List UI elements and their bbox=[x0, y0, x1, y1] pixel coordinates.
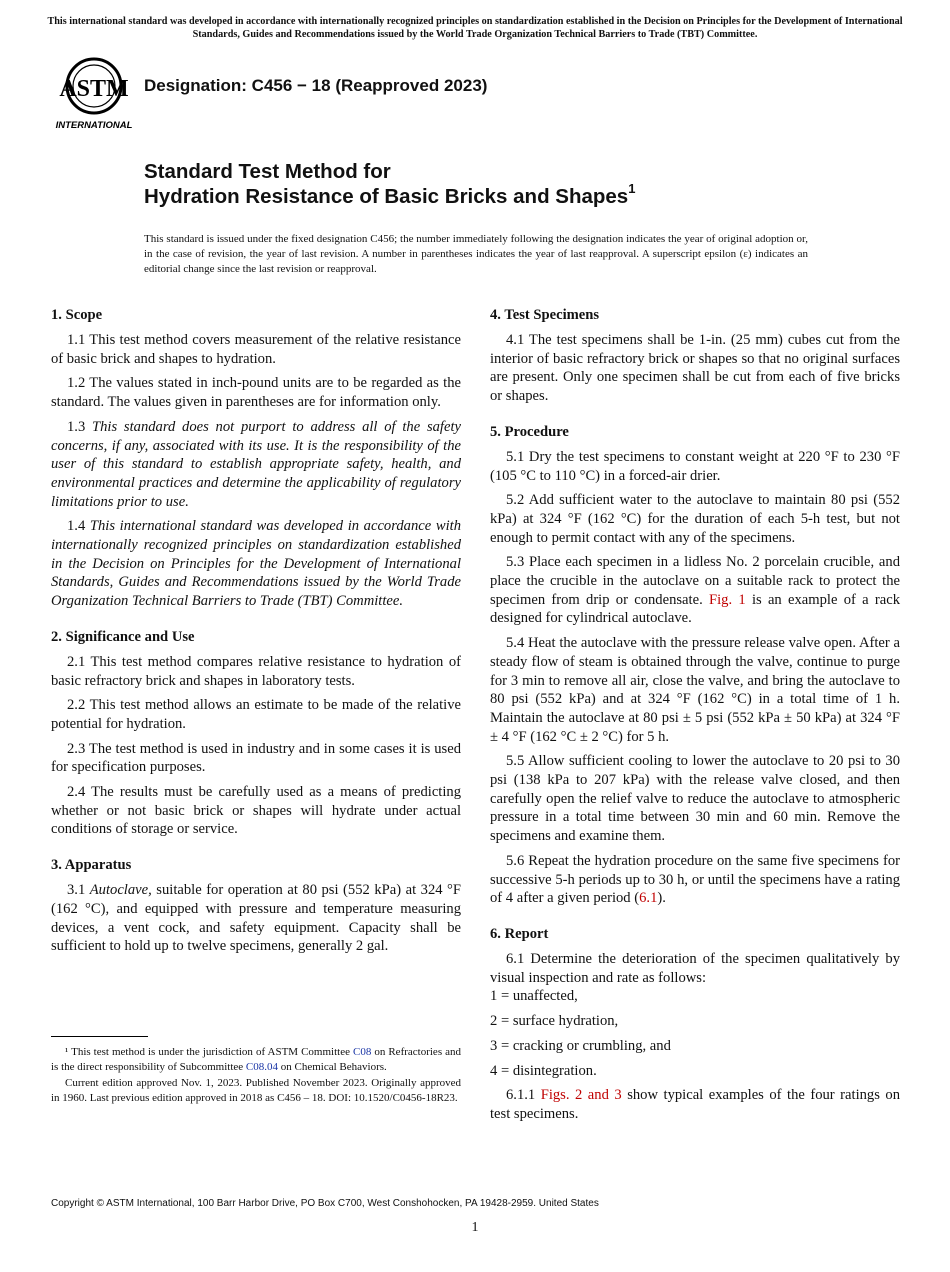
footnote-2: Current edition approved Nov. 1, 2023. Published November 2023. Originally approved in 1960. Last previous edition approved in 2018 as C456 – 18. DOI: 10.1520/C0456-18R23. bbox=[51, 1077, 461, 1104]
title-line-2 bbox=[144, 183, 635, 209]
para-6-1-1-text: show typical examples of the four ratings on test specimens. bbox=[490, 1087, 900, 1122]
copyright: Copyright © ASTM International, 100 Barr Harbor Drive, PO Box C700, West Conshohocken, PA 19428-2959. United States bbox=[51, 1198, 599, 1209]
para-6-1: 6.1 Determine the deterioration of the specimen qualitatively by visual inspection and rate as follows: bbox=[490, 950, 900, 986]
right-column bbox=[490, 306, 900, 1141]
para-1-4 bbox=[51, 517, 461, 611]
rating-item: 1 = unaffected, bbox=[490, 988, 578, 1005]
scope-heading: 1. Scope bbox=[51, 307, 103, 323]
report-heading: 6. Report bbox=[490, 925, 549, 942]
para-3-1-num: 3.1 bbox=[67, 882, 90, 899]
para-1-3 bbox=[51, 418, 461, 512]
title-text: Hydration Resistance of Basic Bricks and Shapes bbox=[144, 184, 629, 208]
para-6-1-1-num: 6.1.1 bbox=[506, 1087, 541, 1104]
para-5-4: 5.4 Heat the autoclave with the pressure release valve open. After a steady flow of steam is obtained through the valve, continue to purge for 3 min to remove all air, close the valve, and bring the autoclave to 80 psi (552 kPa) and at 324 °F (162 °C) in a total time of 1 h. Maintain the autoclave at 80 psi ± 5 psi (552 kPa ± 50 kPa) at 324 °F ± 4 °F (162 °C ± 2 °C) for 5 h. bbox=[490, 635, 900, 745]
title-footnote-mark[interactable]: 1 bbox=[628, 181, 636, 196]
para-6-1-1 bbox=[490, 1086, 900, 1123]
para-1-3-text: This standard does not purport to address all of the safety concerns, if any, associated with its use. It is the responsibility of the user of this standard to establish appropriate safety, health, and environmental practices and determine the applicability of regulatory limitations prior to use. bbox=[51, 418, 461, 510]
section-apparatus bbox=[51, 856, 461, 956]
para-1-4-text: This international standard was developed in accordance with internationally recognized principles on standardization established in the Decision on Principles for the Development of International Standards, Guides and Recommendations issued by the World Trade Organization Technical Barriers to Trade (TBT) Committee. bbox=[51, 518, 462, 610]
apparatus-heading: 3. Apparatus bbox=[51, 857, 132, 874]
section-specimens bbox=[490, 306, 900, 406]
para-5-6-b: ). bbox=[657, 890, 666, 907]
section-6-1-link[interactable]: 6.1 bbox=[639, 890, 658, 907]
top-notice: This international standard was developed in accordance with internationally recognized principles on standardization established in the Decision on Principles for the Development of International Standards, Guides and Recommendations issued by the World Trade Organization Technical Barriers to Trade (TBT) Committee. bbox=[47, 16, 903, 40]
footnotes bbox=[51, 1045, 461, 1107]
subcommittee-c08-04-link[interactable]: C08.04 bbox=[245, 1060, 279, 1073]
para-5-5: 5.5 Allow sufficient cooling to lower the autoclave to 20 psi to 30 psi (138 kPa to 207 kPa) with the release valve closed, and then carefully open the relief valve to reduce the autoclave to atmospheric pressure in a total time between 30 min and 60 min. Remove the specimens and examine them. bbox=[490, 753, 900, 845]
para-1-2: 1.2 The values stated in inch-pound units are to be regarded as the standard. The values given in parentheses are for information only. bbox=[51, 375, 461, 411]
section-report bbox=[490, 925, 900, 1124]
footnote-1-a: ¹ This test method is under the jurisdiction of ASTM Committee bbox=[65, 1046, 353, 1058]
footnote-1-b: on Refractories and is the direct responsibility of Subcommittee bbox=[51, 1046, 461, 1073]
footnote-divider bbox=[51, 1036, 148, 1037]
para-5-6-a: 5.6 Repeat the hydration procedure on the same five specimens for successive 5-h periods up to 30 h, or until the specimens have a rating of 4 after a given period ( bbox=[490, 852, 900, 907]
para-1-4-num: 1.4 bbox=[67, 518, 90, 535]
procedure-heading: 5. Procedure bbox=[490, 423, 569, 440]
footnote-1-c: on Chemical Behaviors. bbox=[278, 1060, 387, 1073]
para-5-6 bbox=[490, 852, 900, 908]
issuance-note: This standard is issued under the fixed designation C456; the number immediately following the designation indicates the year of original adoption or, in the case of revision, the year of last revision. A number in parentheses indicates the year of last reapproval. A superscript epsilon (ε) indicates an editorial change since the last revision or reapproval. bbox=[144, 233, 808, 275]
para-2-1: 2.1 This test method compares relative resistance to hydration of basic refractory brick and shapes in laboratory tests. bbox=[51, 653, 461, 689]
para-3-1 bbox=[51, 881, 461, 956]
committee-c08-link[interactable]: C08 bbox=[352, 1046, 372, 1058]
figs-2-3-link[interactable]: Figs. 2 and 3 bbox=[540, 1087, 622, 1104]
astm-logo-text: INTERNATIONAL bbox=[55, 120, 133, 131]
para-1-1: 1.1 This test method covers measurement of the relative resistance of basic brick and shapes to hydration. bbox=[51, 332, 461, 367]
para-2-4: 2.4 The results must be carefully used as a means of predicting whether or not basic brick or shapes will hydrate under actual conditions of storage or service. bbox=[51, 784, 461, 838]
para-2-2: 2.2 This test method allows an estimate to be made of the relative potential for hydration. bbox=[51, 697, 461, 732]
footnote-1 bbox=[51, 1045, 461, 1074]
left-column bbox=[51, 306, 461, 973]
page-number: 1 bbox=[471, 1220, 479, 1235]
section-procedure bbox=[490, 423, 900, 908]
rating-item: 4 = disintegration. bbox=[490, 1062, 597, 1079]
para-3-1-term: Autoclave, bbox=[89, 882, 152, 899]
astm-logo bbox=[52, 56, 136, 132]
fig-1-link[interactable]: Fig. 1 bbox=[708, 591, 746, 608]
para-5-3-a: 5.3 Place each specimen in a lidless No. 2 porcelain crucible, and place the crucible in the autoclave on a suitable rack to protect the specimen from drip or condensate. bbox=[490, 554, 900, 608]
para-5-2: 5.2 Add sufficient water to the autoclave to maintain 80 psi (552 kPa) at 324 °F (162 °C) for the duration of each 5-h test, but not enough to permit contact with any of the specimens. bbox=[490, 492, 900, 546]
para-4-1: 4.1 The test specimens shall be 1-in. (25 mm) cubes cut from the interior of basic refractory brick or shapes so that no original surfaces are present. Only one specimen shall be cut from each of five bricks or shapes. bbox=[490, 332, 900, 405]
title-line-1: Standard Test Method for bbox=[144, 160, 391, 183]
para-5-1: 5.1 Dry the test specimens to constant weight at 220 °F to 230 °F (105 °C to 110 °C) in a forced-air drier. bbox=[490, 448, 900, 484]
section-scope bbox=[51, 306, 461, 611]
specimens-heading: 4. Test Specimens bbox=[490, 307, 600, 323]
designation: Designation: C456 − 18 (Reapproved 2023) bbox=[144, 76, 488, 95]
section-significance bbox=[51, 628, 461, 839]
para-1-3-num: 1.3 bbox=[67, 418, 93, 435]
rating-item: 3 = cracking or crumbling, and bbox=[490, 1037, 671, 1054]
astm-logo-mark: ASTM bbox=[59, 76, 129, 102]
para-3-1-text: suitable for operation at 80 psi (552 kPa) at 324 °F (162 °C), and equipped with pressure and temperature measuring devices, a vent cock, and safety equipment. Capacity shall be sufficient to hold up to twelve specimens, generally 2 gal. bbox=[51, 882, 462, 955]
rating-item: 2 = surface hydration, bbox=[490, 1013, 619, 1030]
para-5-3 bbox=[490, 553, 900, 628]
para-2-3: 2.3 The test method is used in industry and in some cases it is used for specification purposes. bbox=[51, 740, 461, 776]
significance-heading: 2. Significance and Use bbox=[51, 628, 195, 645]
para-5-3-b: is an example of a rack designed for cylindrical autoclave. bbox=[490, 591, 900, 627]
